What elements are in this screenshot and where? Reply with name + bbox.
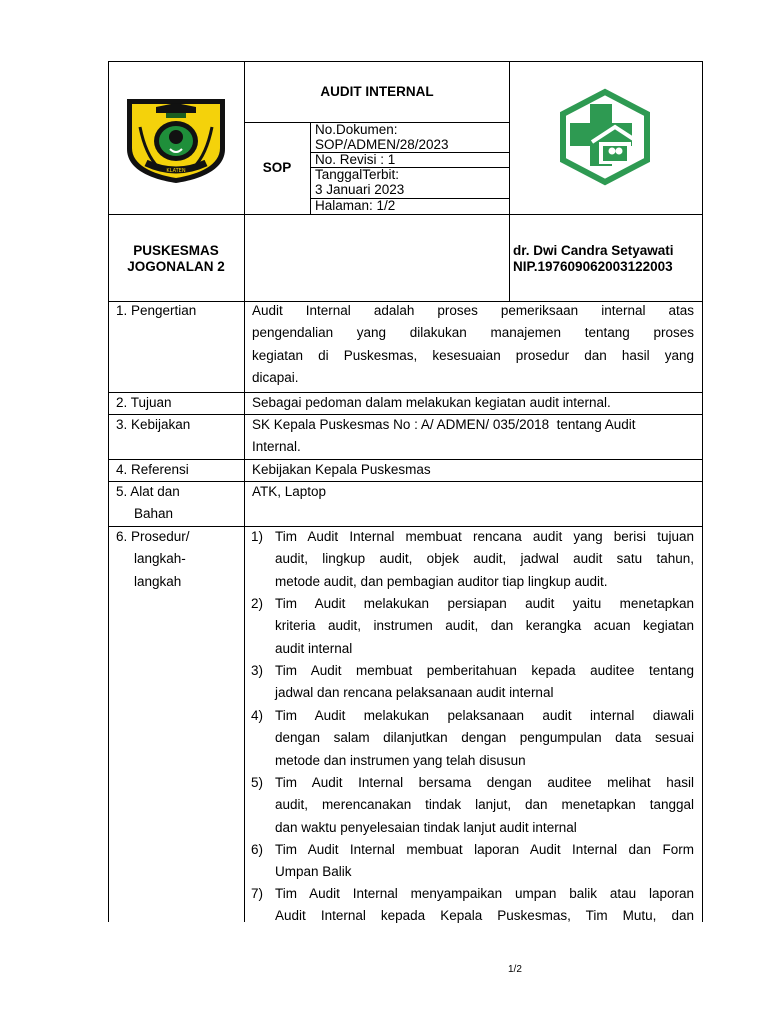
signer-block [513,243,674,275]
step-line: Tim Audit Internal membuat rencana audit yang berisi tujuan [275,529,694,544]
step-line: Tim Audit Internal menyampaikan umpan balik atau laporan [275,886,694,901]
step-line: Tim Audit membuat pemberitahuan kepada auditee tentang [275,663,694,678]
step-line: Tim Audit Internal bersama dengan auditee melihat hasil [275,775,694,790]
step-line: Tim Audit melakukan persiapan audit yaitu menetapkan [275,596,694,611]
issue-date-label: TanggalTerbit: [315,167,400,182]
label-referensi: 4. Referensi [116,462,189,477]
sop-label: SOP [262,160,292,175]
step-line: metode dan instrumen yang telah disusun [275,752,526,768]
procedure-step [275,660,694,705]
step-number: 4) [251,708,264,723]
step-line: kriteria audit, instrumen audit, dan kerangka acuan kegiatan [275,618,694,634]
alat-label-line: Bahan [134,506,174,522]
signer-nip: NIP.197609062003122003 [513,259,673,274]
label-tujuan: 2. Tujuan [116,395,172,410]
doc-number-label: No.Dokumen: [315,122,398,137]
step-number: 6) [251,842,264,857]
step-number: 2) [251,596,264,611]
step-line: jadwal dan rencana pelaksanaan audit internal [275,685,554,701]
step-line: audit, lingkup audit, objek audit, jadwal audit satu tahun, [275,551,694,567]
content-kebijakan [252,414,694,459]
revision-number: No. Revisi : 1 [315,152,396,167]
content-pengertian [252,300,694,390]
prosedur-label-line: langkah- [134,551,186,567]
procedure-step [275,593,694,660]
prosedur-label-line: 6. Prosedur/ [116,529,190,544]
step-number: 1) [251,529,264,544]
step-line: Tim Audit melakukan pelaksanaan audit internal diawali [275,708,694,723]
prosedur-label-line: langkah [134,573,182,589]
step-line: Tim Audit Internal membuat laporan Audit Internal dan Form [275,842,694,857]
label-pengertian: 1. Pengertian [116,303,197,318]
document-title: AUDIT INTERNAL [320,84,434,99]
organization-name-line1: PUSKESMAS [133,243,219,258]
procedure-step [275,705,694,772]
procedure-step [275,526,694,593]
issue-date-value: 3 Januari 2023 [315,182,405,197]
step-number: 5) [251,775,264,790]
procedure-step [275,772,694,839]
step-number: 3) [251,663,264,678]
step-number: 7) [251,886,264,901]
pengertian-line: dicapai. [252,370,299,386]
label-alat-bahan [116,481,180,526]
label-kebijakan: 3. Kebijakan [116,417,191,432]
procedure-step [275,839,694,884]
pengertian-line: pengendalian yang dilakukan manajemen tentang proses [252,325,694,341]
kebijakan-line: SK Kepala Puskesmas No : A/ ADMEN/ 035/2018 tentang Audit [252,417,636,432]
step-line: audit, merencanakan tindak lanjut, dan menetapkan tanggal [275,797,694,813]
organization-name-line2: JOGONALAN 2 [127,259,225,274]
procedure-step [275,883,694,928]
procedure-list [0,526,768,922]
content-alat-bahan: ATK, Laptop [252,484,327,499]
emblem-text: KLATEN [166,168,186,174]
content-tujuan: Sebagai pedoman dalam melakukan kegiatan audit internal. [252,395,611,410]
page-number: 1/2 [508,964,522,975]
step-line: dan waktu penyelesaian tindak lanjut audit internal [275,819,577,835]
alat-label-line: 5. Alat dan [116,484,180,499]
organization-name [108,243,244,275]
content-referensi: Kebijakan Kepala Puskesmas [252,462,431,477]
pengertian-line: Audit Internal adalah proses pemeriksaan internal atas [252,303,694,318]
step-line: metode audit, dan pembagian auditor tiap lingkup audit. [275,573,608,589]
signer-name: dr. Dwi Candra Setyawati [513,243,674,258]
step-line: dengan salam dilanjutkan dengan pengumpulan data sesuai [275,730,694,746]
step-line: Audit Internal kepada Kepala Puskesmas, Tim Mutu, dan [275,908,694,924]
pengertian-line: kegiatan di Puskesmas, kesesuaian prosedur dan hasil yang [252,347,694,363]
page-info: Halaman: 1/2 [315,198,396,213]
kebijakan-line: Internal. [252,439,301,455]
puskesmas-logo [554,88,656,186]
doc-number-value: SOP/ADMEN/28/2023 [315,137,449,152]
klaten-emblem-logo [124,97,228,185]
step-line: Umpan Balik [275,864,352,880]
step-line: audit internal [275,640,353,656]
